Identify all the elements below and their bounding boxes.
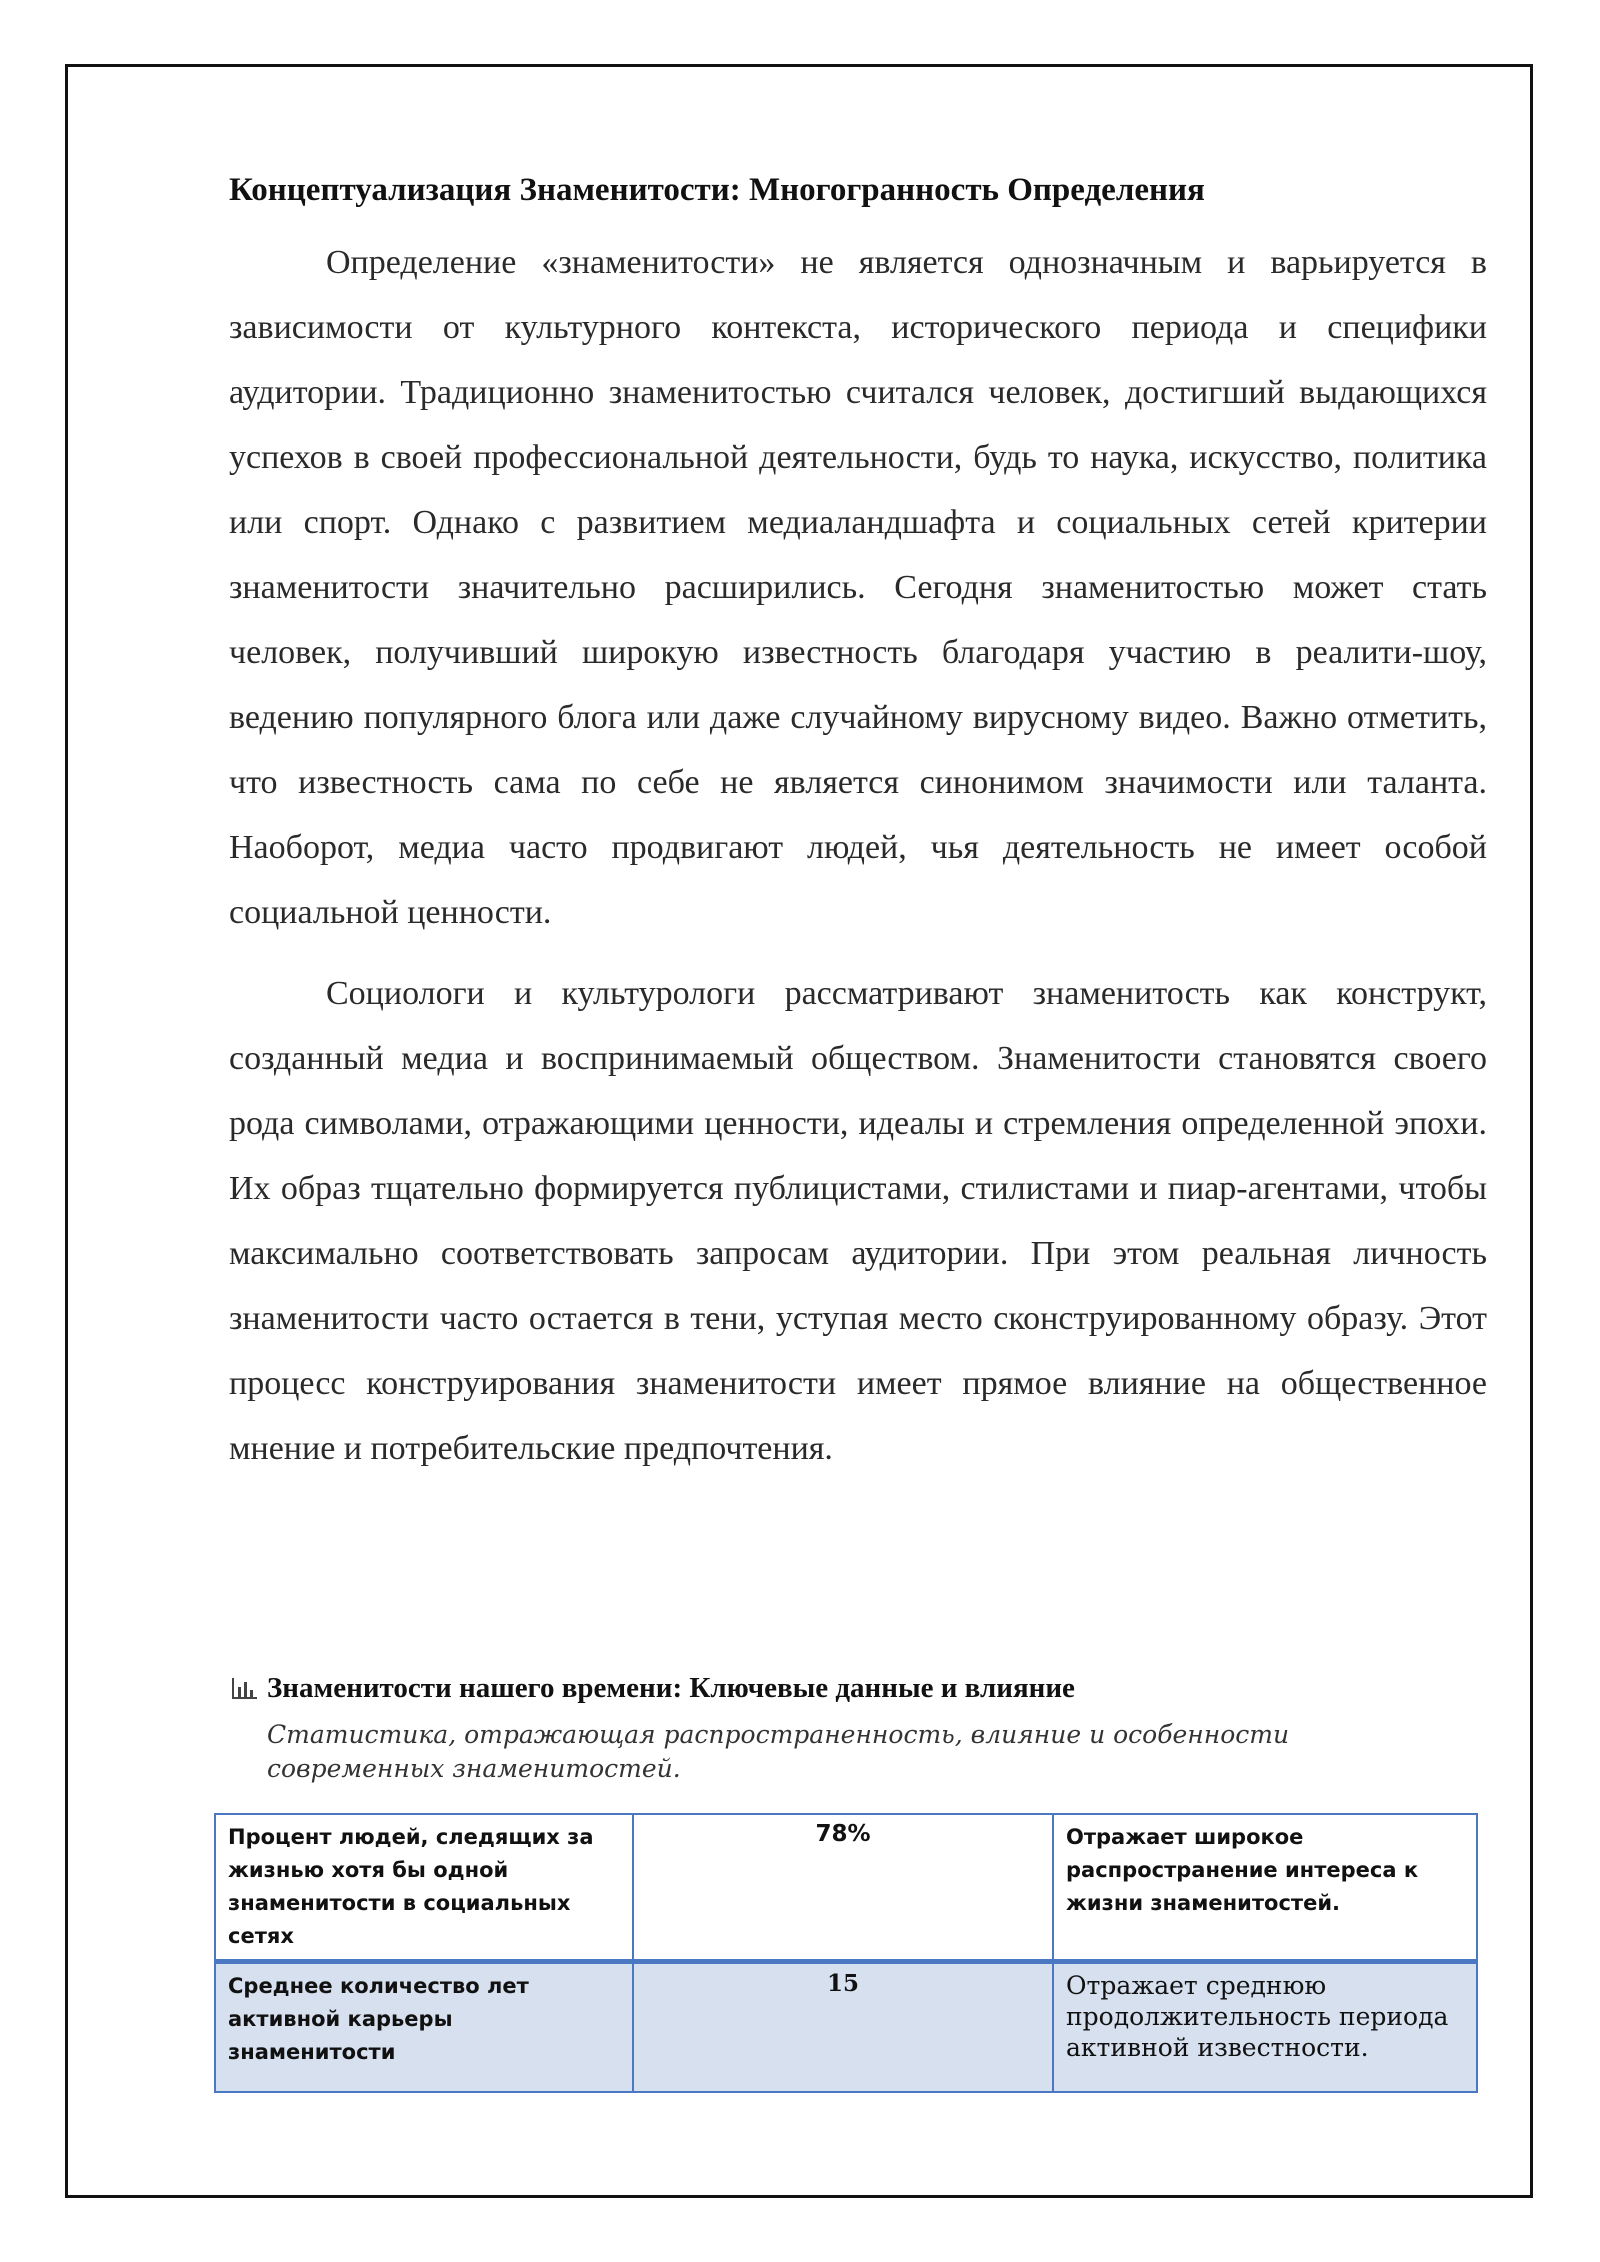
stats-section-title: Знаменитости нашего времени: Ключевые данные и влияние [267, 1671, 1075, 1704]
paragraph-2: Социологи и культурологи рассматривают знаменитость как конструкт, созданный медиа и воспринимаемый обществом. Знаменитости становятся своего рода символами, отражающими ценности, идеалы и стремления определенной эпохи. Их образ тщательно формируется публицистами, стилистами и пиар-агентами, чтобы максимально соответствовать запросам аудитории. При этом реальная личность знаменитости часто остается в тени, уступая место сконструированному образу. Этот процесс конструирования знаменитости имеет прямое влияние на общественное мнение и потребительские предпочтения. [229, 975, 1487, 1467]
table-cell-value [633, 1962, 1053, 2092]
stat-note: Отражает широкое распространение интереса к жизни знаменитостей. [1066, 1825, 1419, 1915]
table-cell-note [1053, 1814, 1477, 1962]
document-body [229, 170, 1487, 1497]
bar-chart-icon [229, 1673, 259, 1703]
table-cell-label [215, 1962, 633, 2092]
paragraph-1: Определение «знаменитости» не является однозначным и варьируется в зависимости от культурного контекста, исторического периода и специфики аудитории. Традиционно знаменитостью считался человек, достигший выдающихся успехов в своей профессиональной деятельности, будь то наука, искусство, политика или спорт. Однако с развитием медиаландшафта и социальных сетей критерии знаменитости значительно расширились. Сегодня знаменитостью может стать человек, получивший широкую известность благодаря участию в реалити-шоу, ведению популярного блога или даже случайному вирусному видео. Важно отметить, что известность сама по себе не является синонимом значимости или таланта. Наоборот, медиа часто продвигают людей, чья деятельность не имеет особой социальной ценности. [229, 244, 1487, 931]
stat-note: Отражает среднюю продолжительность периода активной известности. [1066, 1971, 1449, 2062]
stat-value: 78% [815, 1821, 871, 1847]
stats-section-subtitle: Статистика, отражающая распространенность, влияние и особенности современных знаменитостей. [267, 1720, 1290, 1783]
table-row [215, 1962, 1477, 2092]
stat-label: Среднее количество лет активной карьеры знаменитости [228, 1974, 529, 2064]
stat-value: 15 [826, 1970, 859, 1997]
table-row [215, 1814, 1477, 1962]
stats-section-header [229, 1666, 1487, 1710]
stats-table [214, 1813, 1478, 2093]
stats-section [229, 1666, 1487, 1786]
document-title: Концептуализация Знаменитости: Многогранность Определения [229, 172, 1205, 208]
table-cell-value [633, 1814, 1053, 1962]
stat-label: Процент людей, следящих за жизнью хотя бы одной знаменитости в социальных сетях [228, 1825, 594, 1948]
table-cell-label [215, 1814, 633, 1962]
table-cell-note [1053, 1962, 1477, 2092]
